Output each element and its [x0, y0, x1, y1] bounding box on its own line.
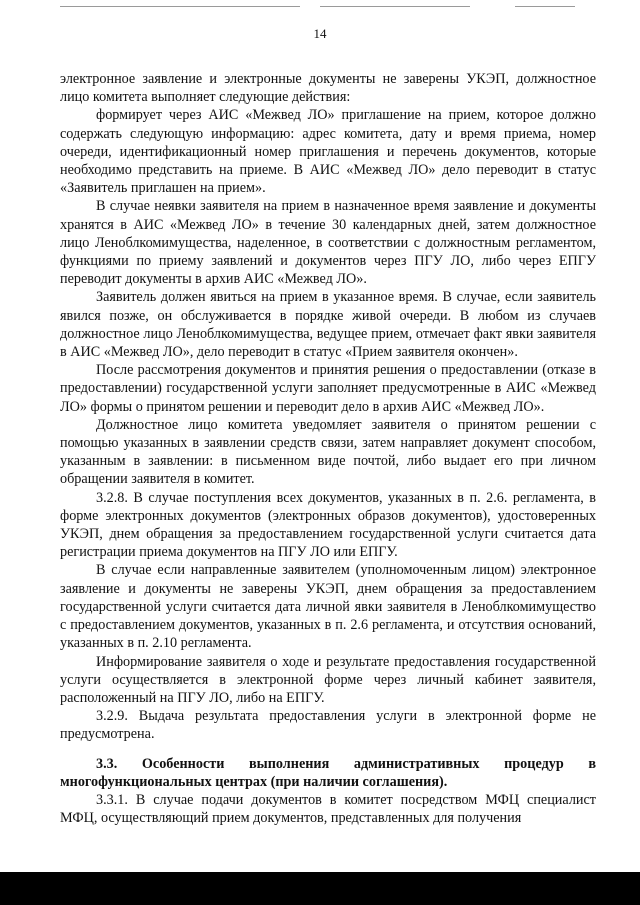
paragraph: Информирование заявителя о ходе и результате предоставления государственной услуги осуществляется в электронной форме через личный кабинет заявителя, расположенный на ПГУ ЛО, либо на ЕПГУ.: [60, 653, 596, 706]
page-number: 14: [313, 26, 327, 41]
scan-line-left: [60, 6, 300, 7]
scan-bottom-edge: [0, 872, 640, 905]
scan-line-middle: [320, 6, 470, 7]
paragraph: В случае неявки заявителя на прием в назначенное время заявление и документы хранятся в АИС «Межвед ЛО» в течение 30 календарных дней, затем должностное лицо Леноблкомимущества, наделенное, в соответствии с должностным регламентом, функциями по приему заявлений и документов через ПГУ ЛО, либо через ЕПГУ переводит документы в архив АИС «Межвед ЛО».: [60, 198, 596, 288]
scan-line-right: [515, 6, 575, 7]
paragraph: После рассмотрения документов и принятия решения о предоставлении (отказе в предоставлении) государственной услуги заполняет предусмотренные в АИС «Межвед ЛО» формы о принятом решении и переводит дело в архив АИС «Межвед ЛО».: [60, 362, 596, 415]
section-heading: 3.3. Особенности выполнения административных процедур в многофункциональных центрах (при наличии соглашения).: [60, 755, 596, 790]
paragraph: 3.3.1. В случае подачи документов в комитет посредством МФЦ специалист МФЦ, осуществляющий прием документов, представленных для получения: [60, 791, 596, 827]
paragraph: электронное заявление и электронные документы не заверены УКЭП, должностное лицо комитета выполняет следующие действия:: [60, 71, 596, 106]
paragraph: 3.2.9. Выдача результата предоставления услуги в электронной форме не предусмотрена.: [60, 708, 596, 743]
paragraph: формирует через АИС «Межвед ЛО» приглашение на прием, которое должно содержать следующую информацию: адрес комитета, дату и время приема, номер очереди, идентификационный номер приглашения и перечень документов, которые необходимо представить на приеме. В АИС «Межвед ЛО» дело переводит в статус «Заявитель приглашен на прием».: [60, 107, 596, 197]
paragraph: Должностное лицо комитета уведомляет заявителя о принятом решении с помощью указанных в заявлении средств связи, затем направляет документ способом, указанным в заявлении: в письменном виде почтой, либо выдает его при личном обращении заявителя в комитет.: [60, 416, 596, 488]
paragraph: 3.2.8. В случае поступления всех документов, указанных в п. 2.6. регламента, в форме электронных документов (электронных образов документов), удостоверенных УКЭП, днем обращения за предоставлением государственной услуги считается дата регистрации приема документов на ПГУ ЛО или ЕПГУ.: [60, 489, 596, 561]
paragraph: Заявитель должен явиться на прием в указанное время. В случае, если заявитель явился позже, он обслуживается в порядке живой очереди. В любом из случаев должностное лицо Леноблкомимущества, ведущее прием, отмечает факт явки заявителя в АИС «Межвед ЛО», дело переводит в статус «Прием заявителя окончен».: [60, 289, 596, 361]
document-body: [60, 70, 596, 827]
paragraph: В случае если направленные заявителем (уполномоченным лицом) электронное заявление и документы не заверены УКЭП, днем обращения за предоставлением государственной услуги считается дата личной явки заявителя в Леноблкомимущество с предоставлением документов, указанных в п. 2.6 регламента, и отсутствия оснований, указанных в п. 2.10 регламента.: [60, 562, 596, 652]
